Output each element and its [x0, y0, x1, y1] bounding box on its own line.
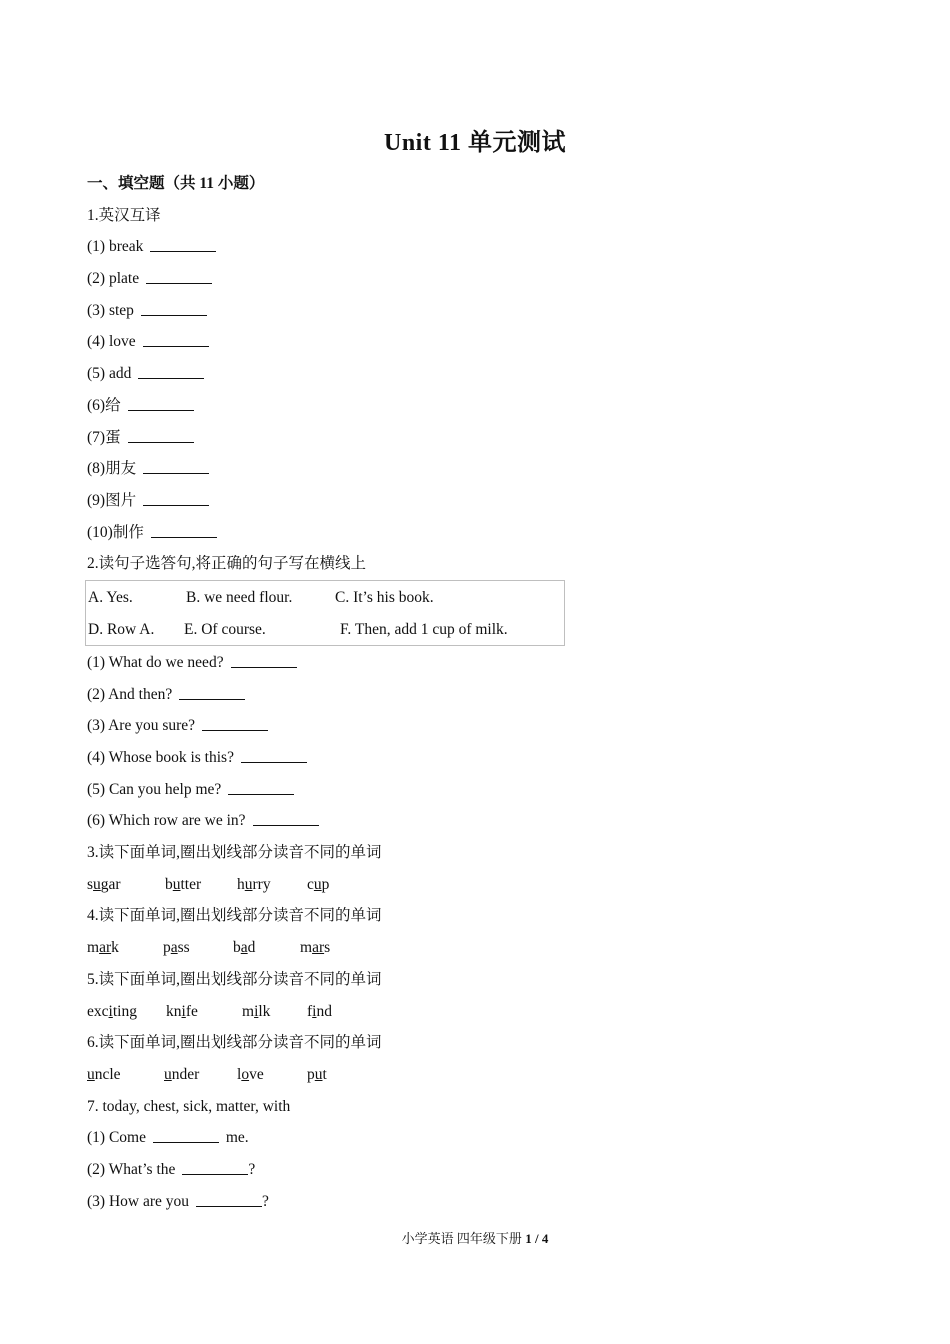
word[interactable]: love	[237, 1065, 264, 1083]
q1-item: (5) add	[87, 358, 887, 390]
word[interactable]: sugar	[87, 875, 121, 893]
answer-blank[interactable]	[153, 1126, 219, 1143]
answer-blank[interactable]	[128, 426, 194, 443]
word[interactable]: knife	[166, 1002, 198, 1020]
q7-item: (3) How are you ?	[87, 1186, 887, 1218]
answer-blank[interactable]	[151, 521, 217, 538]
answer-blank[interactable]	[253, 809, 319, 826]
word[interactable]: milk	[242, 1002, 271, 1020]
section-heading: 一、填空题（共 11 小题）	[87, 175, 265, 192]
q1-item: (1) break	[87, 231, 887, 263]
page-number: 1	[525, 1231, 532, 1246]
question-5-prompt: 5.读下面单词,圈出划线部分读音不同的单词	[87, 970, 382, 988]
q7-item: (1) Come me.	[87, 1122, 887, 1154]
page-title: Unit 11 单元测试	[383, 130, 566, 156]
answer-blank[interactable]	[241, 746, 307, 763]
q1-item: (6)给	[87, 390, 887, 422]
word[interactable]: find	[307, 1002, 332, 1020]
q2-item: (5) Can you help me?	[87, 774, 887, 806]
word[interactable]: under	[164, 1065, 200, 1083]
answer-blank[interactable]	[138, 362, 204, 379]
question-6-prompt: 6.读下面单词,圈出划线部分读音不同的单词	[87, 1034, 382, 1052]
word[interactable]: butter	[165, 875, 202, 893]
answer-blank[interactable]	[196, 1190, 262, 1207]
option-c: C. It’s his book.	[335, 588, 434, 606]
q1-item: (9)图片	[87, 485, 887, 517]
options-row	[88, 582, 564, 614]
question-1-items	[87, 231, 887, 548]
answer-blank[interactable]	[228, 778, 294, 795]
page-footer: 小学英语 四年级下册 1 / 4	[401, 1231, 549, 1246]
option-a: A. Yes.	[88, 588, 133, 606]
option-e: E. Of course.	[184, 620, 266, 638]
option-f: F. Then, add 1 cup of milk.	[340, 620, 508, 638]
q4-words	[87, 932, 887, 964]
q2-item: (6) Which row are we in?	[87, 805, 887, 837]
q1-item: (4) love	[87, 326, 887, 358]
question-2-prompt: 2.读句子选答句,将正确的句子写在横线上	[87, 555, 367, 573]
answer-blank[interactable]	[143, 489, 209, 506]
q2-item: (3) Are you sure?	[87, 710, 887, 742]
answer-blank[interactable]	[179, 683, 245, 700]
q2-item: (2) And then?	[87, 679, 887, 711]
question-3-prompt: 3.读下面单词,圈出划线部分读音不同的单词	[87, 844, 382, 862]
q7-item: (2) What’s the ?	[87, 1154, 887, 1186]
options-row	[88, 614, 564, 646]
q2-item: (4) Whose book is this?	[87, 742, 887, 774]
word[interactable]: bad	[233, 939, 256, 957]
answer-blank[interactable]	[141, 299, 207, 316]
word[interactable]: cup	[307, 875, 330, 893]
answer-blank[interactable]	[128, 394, 194, 411]
word[interactable]: mark	[87, 939, 119, 957]
option-d: D. Row A.	[88, 620, 155, 638]
answer-options-box	[85, 580, 565, 646]
option-b: B. we need flour.	[186, 588, 293, 606]
word[interactable]: put	[307, 1065, 327, 1083]
answer-blank[interactable]	[202, 714, 268, 731]
q1-item: (3) step	[87, 295, 887, 327]
answer-blank[interactable]	[146, 267, 212, 284]
q5-words	[87, 996, 887, 1028]
word[interactable]: uncle	[87, 1065, 121, 1083]
question-4-prompt: 4.读下面单词,圈出划线部分读音不同的单词	[87, 907, 382, 925]
q1-item: (2) plate	[87, 263, 887, 295]
q1-item: (8)朋友	[87, 453, 887, 485]
question-7-prompt: 7. today, chest, sick, matter, with	[87, 1097, 291, 1115]
q2-item: (1) What do we need?	[87, 647, 887, 679]
word[interactable]: hurry	[237, 875, 271, 893]
page-total: 4	[541, 1231, 549, 1246]
q6-words	[87, 1059, 887, 1091]
question-1-prompt: 1.英汉互译	[87, 206, 161, 224]
answer-blank[interactable]	[150, 235, 216, 252]
word[interactable]: exciting	[87, 1002, 137, 1020]
q1-item: (7)蛋	[87, 422, 887, 454]
answer-blank[interactable]	[143, 330, 209, 347]
answer-blank[interactable]	[143, 457, 209, 474]
q3-words	[87, 869, 887, 901]
answer-blank[interactable]	[182, 1158, 248, 1175]
q1-item: (10)制作	[87, 517, 887, 549]
word[interactable]: pass	[163, 939, 190, 957]
content	[87, 168, 887, 1217]
word[interactable]: mars	[300, 939, 331, 957]
question-2-items	[87, 647, 887, 837]
answer-blank[interactable]	[231, 651, 297, 668]
